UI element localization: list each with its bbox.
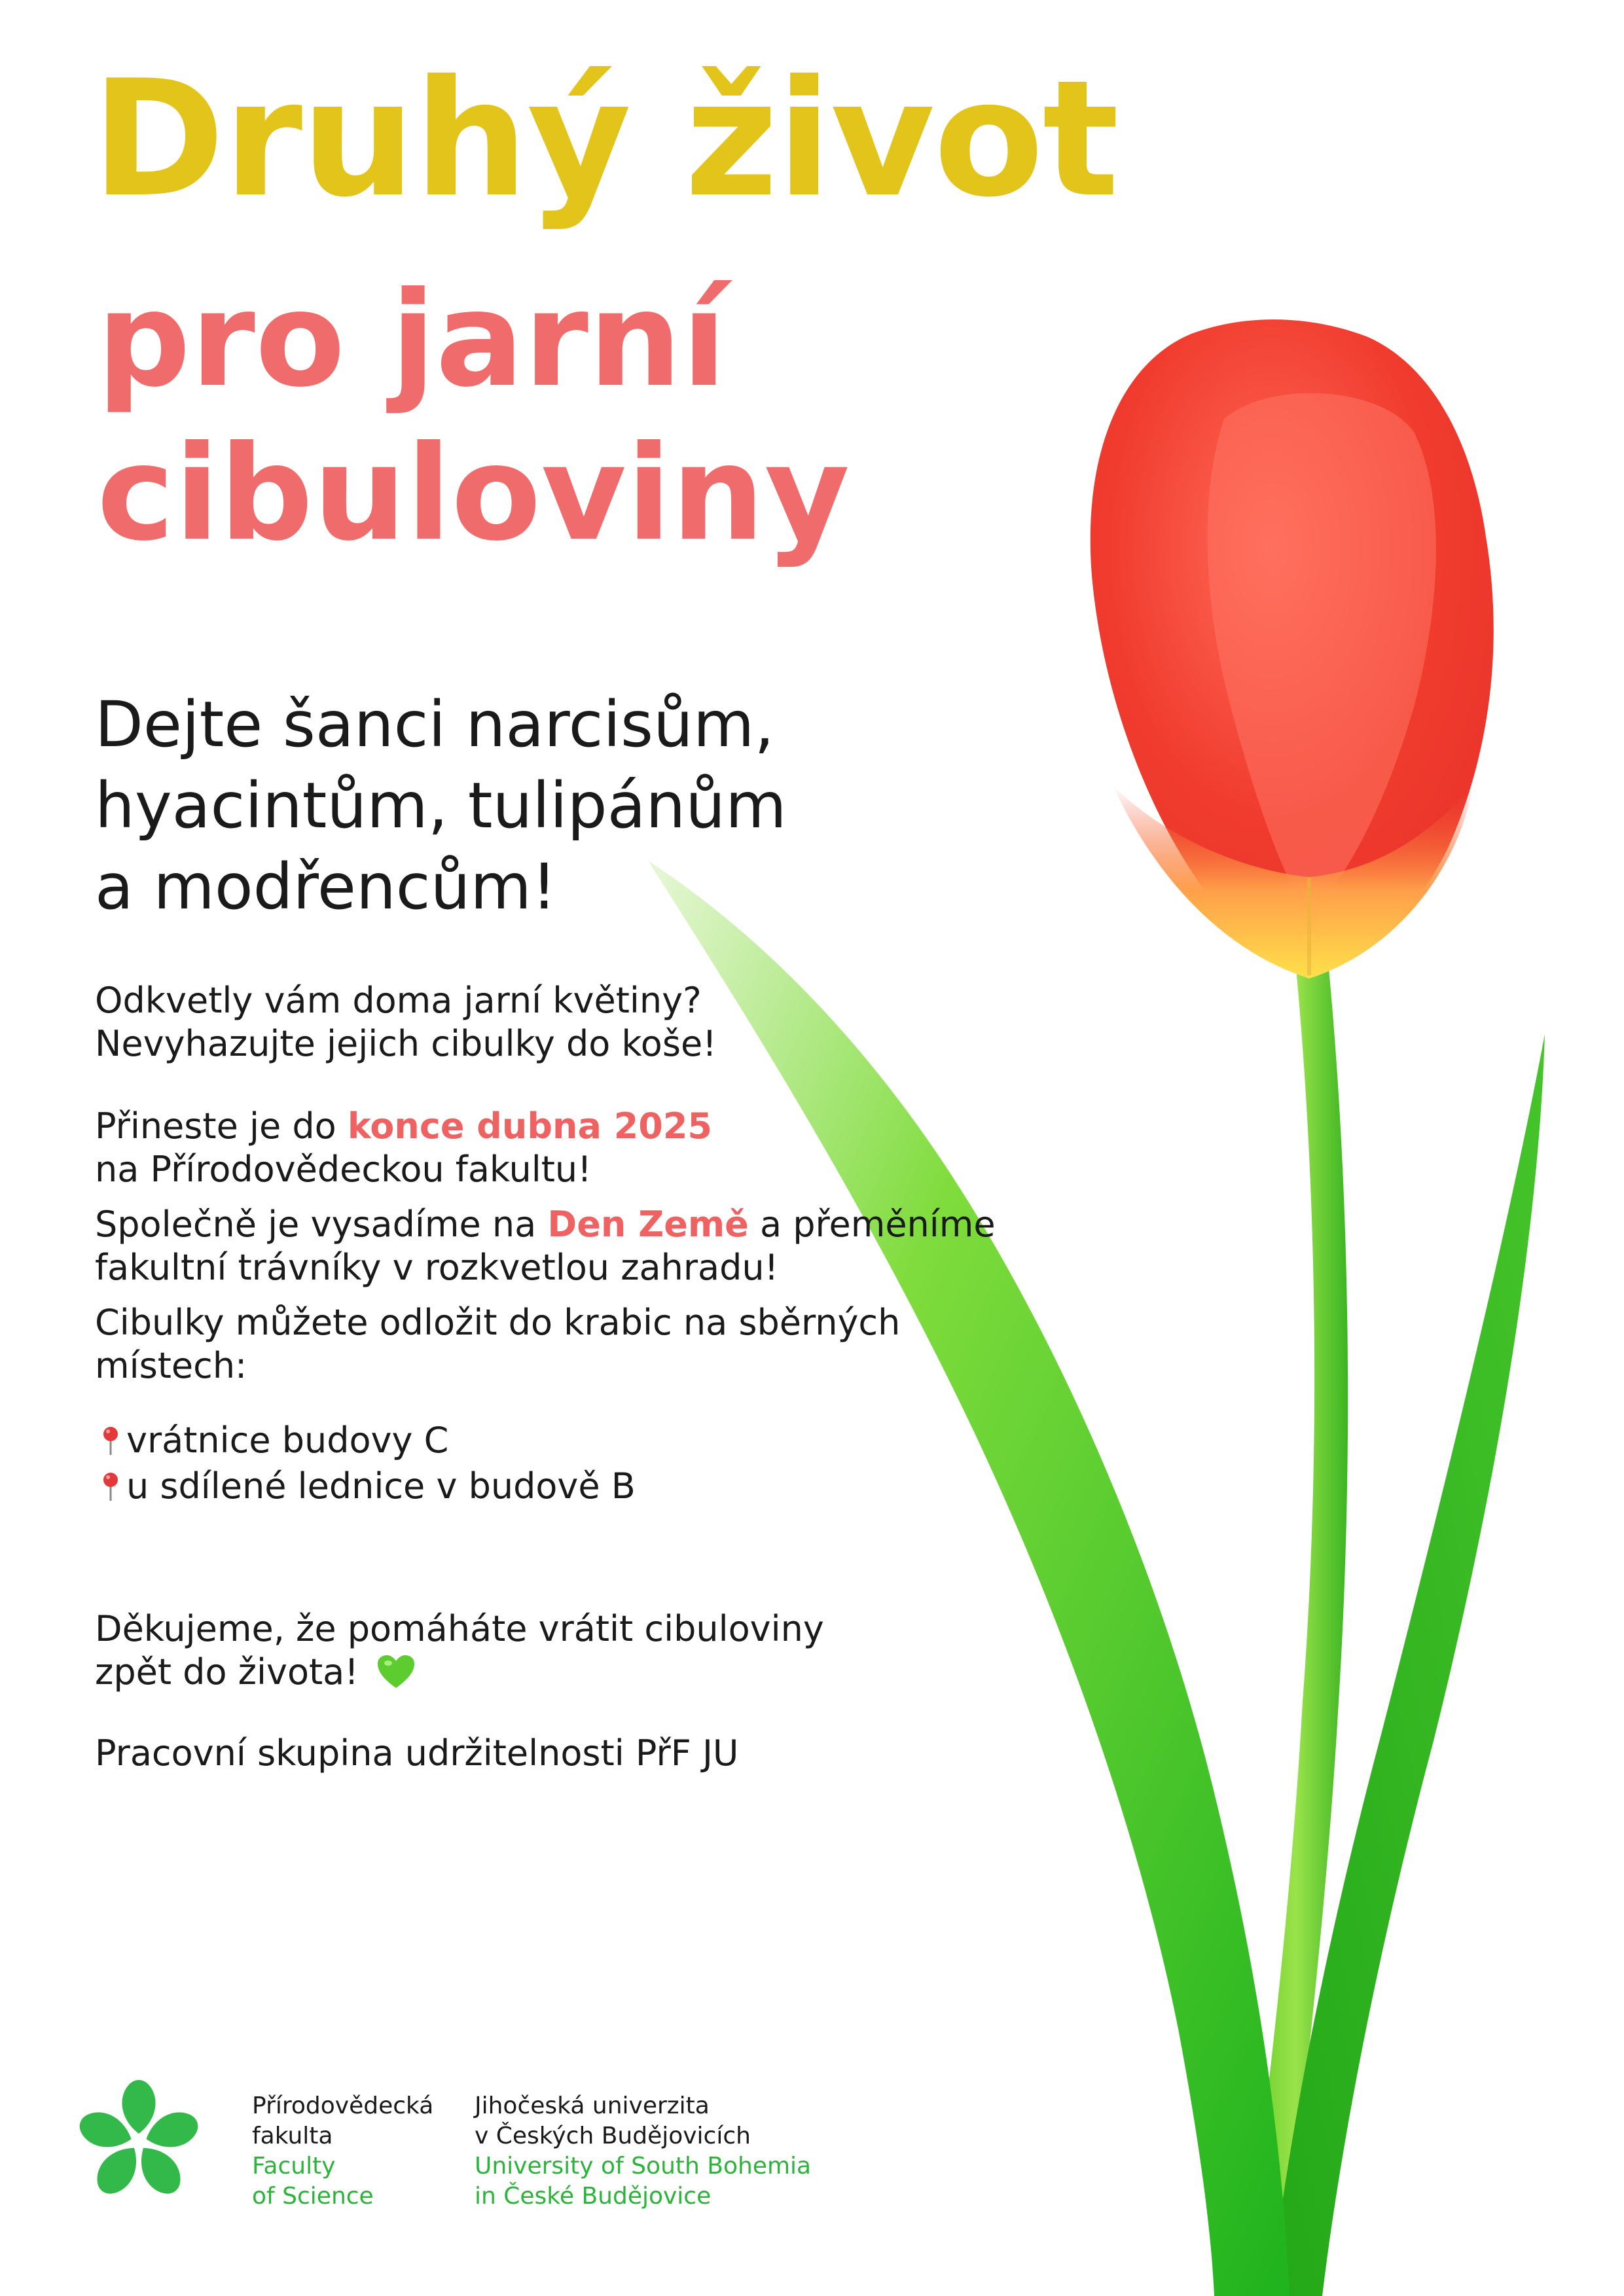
boxes-line-1: Cibulky můžete odložit do krabic na sběrných xyxy=(95,1302,901,1343)
signature: Pracovní skupina udržitelnosti PřF JU xyxy=(95,1732,739,1774)
plant-line-2: fakultní trávníky v rozkvetlou zahradu! xyxy=(95,1247,779,1288)
location-item xyxy=(95,1465,636,1508)
faculty-name xyxy=(252,2091,433,2212)
title-line-1: Druhý život xyxy=(92,46,1118,232)
bring-prefix: Přineste je do xyxy=(95,1105,348,1147)
five-petal-flower-logo xyxy=(73,2075,204,2206)
boxes-line-2: místech: xyxy=(95,1345,247,1386)
title-line-3: cibuloviny xyxy=(97,418,850,570)
location-label: vrátnice budovy C xyxy=(126,1420,449,1461)
title-line-2: pro jarní xyxy=(97,264,727,416)
plant-suffix: a přeměníme xyxy=(748,1204,996,1245)
university-cz-line-2: v Českých Budějovicích xyxy=(475,2123,751,2149)
pin-icon xyxy=(95,1425,126,1458)
university-en-line-2: in České Budějovice xyxy=(475,2183,712,2210)
bring-line-2: na Přírodovědeckou fakultu! xyxy=(95,1149,592,1190)
subtitle-line-1: Dejte šanci narcisům, xyxy=(95,688,774,761)
faculty-cz-line-2: fakulta xyxy=(252,2123,333,2149)
green-heart-icon xyxy=(376,1654,416,1689)
intro-line-1: Odkvetly vám doma jarní květiny? xyxy=(95,980,702,1021)
plant-prefix: Společně je vysadíme na xyxy=(95,1204,548,1245)
tulip-flower xyxy=(1091,319,1494,978)
university-en-line-1: University of South Bohemia xyxy=(475,2153,812,2179)
subtitle-line-3: a modřencům! xyxy=(95,850,557,924)
thanks-text: zpět do života! xyxy=(95,1651,359,1693)
pin-icon xyxy=(95,1471,126,1503)
earth-day-highlight: Den Země xyxy=(547,1204,749,1245)
thanks-line-2 xyxy=(95,1651,416,1694)
subtitle-line-2: hyacintům, tulipánům xyxy=(95,769,787,842)
university-name xyxy=(475,2091,811,2212)
intro-line-2: Nevyhazujte jejich cibulky do koše! xyxy=(95,1023,717,1064)
deadline-highlight: konce dubna 2025 xyxy=(347,1105,713,1147)
plant-line-1 xyxy=(95,1203,996,1246)
location-label: u sdílené lednice v budově B xyxy=(126,1465,636,1507)
university-cz-line-1: Jihočeská univerzita xyxy=(475,2092,710,2119)
bring-line-1 xyxy=(95,1105,712,1148)
thanks-line-1: Děkujeme, že pomáháte vrátit cibuloviny xyxy=(95,1608,824,1649)
location-item xyxy=(95,1419,448,1462)
faculty-cz-line-1: Přírodovědecká xyxy=(252,2092,434,2119)
left-leaf xyxy=(648,861,1290,2296)
faculty-en-line-1: Faculty xyxy=(252,2153,336,2179)
faculty-en-line-2: of Science xyxy=(252,2183,374,2210)
